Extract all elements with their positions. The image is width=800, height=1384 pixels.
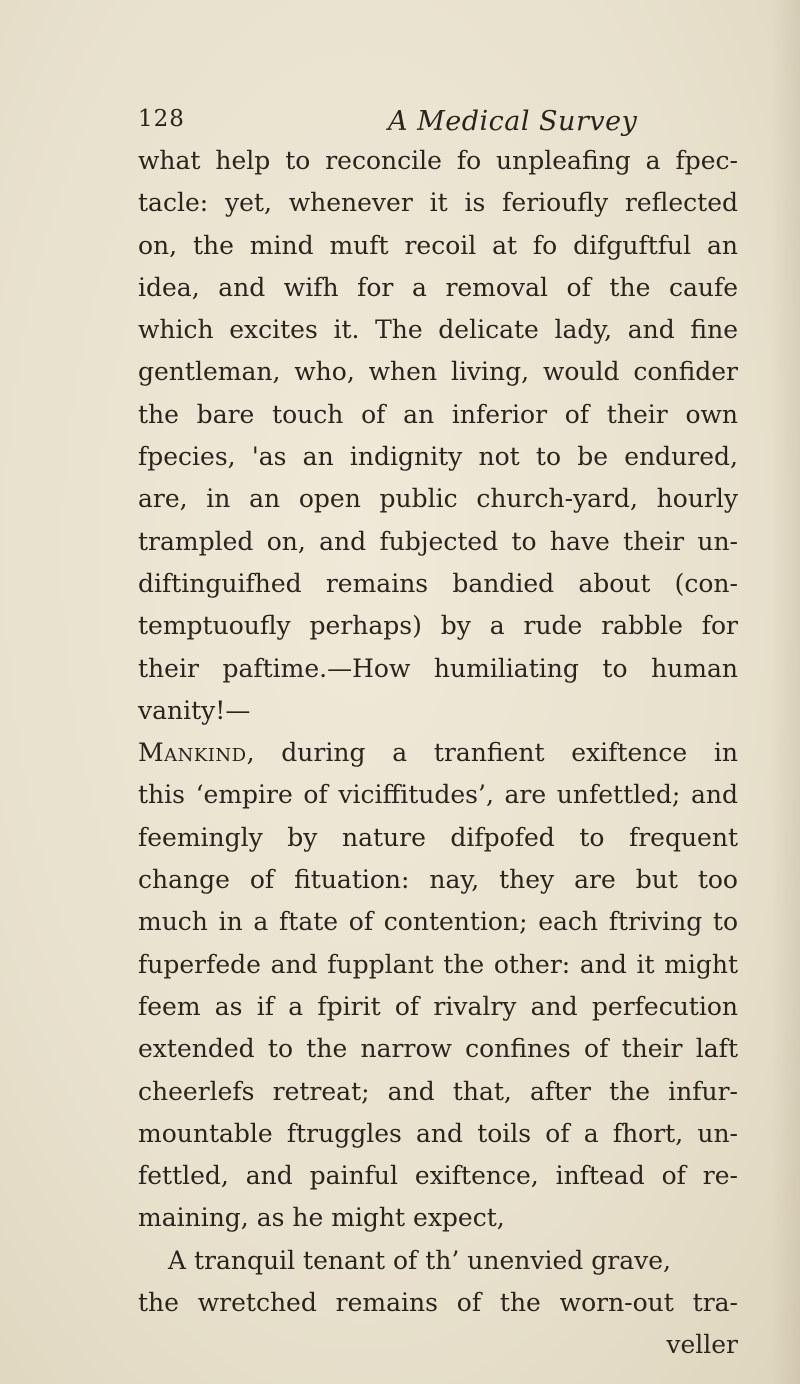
text-line: feem as if a fpirit of rivalry and perfecution <box>138 991 738 1021</box>
running-head: A Medical Survey <box>388 106 638 137</box>
page-edge-shadow <box>770 0 800 1384</box>
text-line: the wretched remains of the worn-out tra- <box>138 1288 738 1318</box>
text-line: which excites it. The delicate lady, and fine <box>138 315 738 345</box>
text-line: temptuoufly perhaps) by a rude rabble for <box>138 611 738 641</box>
text-line: change of fituation: nay, they are but too <box>138 865 738 895</box>
page-number: 128 <box>138 106 185 132</box>
text-line: are, in an open public church-yard, hourly <box>138 484 738 514</box>
text-line: mountable ftruggles and toils of a fhort, un- <box>138 1118 738 1148</box>
text-line: the bare touch of an inferior of their own <box>138 399 738 429</box>
mankind-line-rest: , during a tranfient exiftence in <box>246 738 738 768</box>
text-line: extended to the narrow confines of their laft <box>138 1034 738 1064</box>
catchword: veller <box>666 1330 738 1360</box>
text-line: diftinguifhed remains bandied about (con- <box>138 568 738 598</box>
text-line: gentleman, who, when living, would confider <box>138 357 738 387</box>
mankind-small-caps: Mankind <box>138 738 247 768</box>
text-line: fuperfede and fupplant the other: and it might <box>138 949 738 979</box>
text-line: fettled, and painful exiftence, inftead of re- <box>138 1161 738 1191</box>
text-line: their paftime.—How humiliating to human <box>138 653 738 683</box>
text-line: tacle: yet, whenever it is ferioufly reflected <box>138 188 738 218</box>
text-line: this ‘empire of viciffitudes’, are unfettled; and <box>138 780 738 810</box>
text-line: much in a ftate of contention; each ftriving to <box>138 907 738 937</box>
paragraph-start-line <box>138 732 738 774</box>
body-text <box>138 140 738 1367</box>
text-line: cheerlefs retreat; and that, after the infur- <box>138 1076 738 1106</box>
text-line: trampled on, and fubjected to have their un- <box>138 526 738 556</box>
text-line: fpecies, 'as an indignity not to be endured, <box>138 442 738 472</box>
text-line: on, the mind muft recoil at fo difguftful an <box>138 230 738 260</box>
text-line: feemingly by nature difpofed to frequent <box>138 822 738 852</box>
text-line: what help to reconcile fo unpleafing a fpec- <box>138 146 738 175</box>
verse-quotation: A tranquil tenant of th’ unenvied grave, <box>168 1245 671 1275</box>
text-line: vanity!— <box>138 695 251 725</box>
text-line: idea, and wifh for a removal of the caufe <box>138 272 738 302</box>
text-line: maining, as he might expect, <box>138 1203 505 1233</box>
